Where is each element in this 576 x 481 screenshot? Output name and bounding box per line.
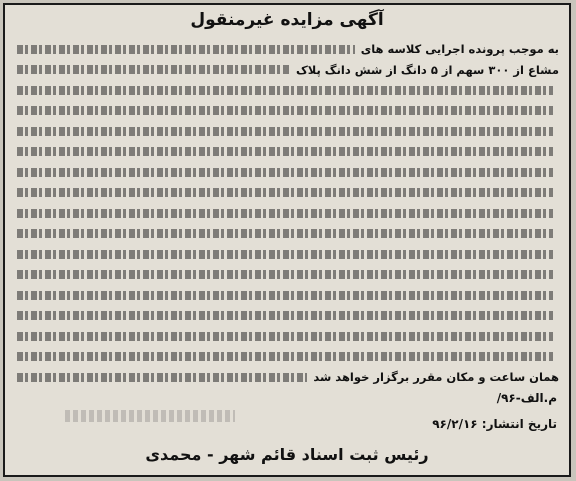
body-line: [15, 142, 559, 163]
illegible-text: [17, 352, 553, 361]
body-line: [15, 285, 559, 306]
notice-title: آگهی مزایده غیرمنقول: [190, 10, 384, 30]
body-line: [15, 244, 559, 265]
body-line: [15, 101, 559, 122]
body-line: [15, 224, 559, 245]
illegible-text: [17, 311, 553, 320]
body-line: [15, 306, 559, 327]
body-line: [15, 162, 559, 183]
body-line: [15, 265, 559, 286]
illegible-text: [17, 86, 553, 95]
tracking-number: م.الف-۹۶/: [496, 391, 557, 405]
body-line: [15, 326, 559, 347]
illegible-text: [17, 45, 355, 54]
body-line: [15, 203, 559, 224]
illegible-text: [17, 291, 553, 300]
signature-line: رئیس ثبت اسناد قائم شهر - محمدی: [145, 445, 429, 464]
illegible-text: [17, 229, 553, 238]
illegible-text: [17, 127, 553, 136]
illegible-text: [17, 209, 553, 218]
illegible-text: [17, 373, 307, 382]
illegible-text: [17, 65, 290, 74]
body-line: [15, 60, 559, 81]
body-line-text: به موجب پرونده اجرایی کلاسه های: [360, 42, 559, 57]
notice-document: [3, 3, 571, 477]
body-line-text: همان ساعت و مکان مقرر برگزار خواهد شد: [313, 370, 559, 385]
illegible-text: [17, 168, 553, 177]
illegible-text: [17, 106, 553, 115]
illegible-text: [17, 188, 553, 197]
body-line: [15, 347, 559, 368]
body-line-text: مشاع از ۳۰۰ سهم از ۵ دانگ از شش دانگ پلاک: [295, 62, 559, 77]
illegible-text: [17, 250, 553, 259]
body-line: [15, 121, 559, 142]
body-line: [15, 80, 559, 101]
notice-body: [15, 39, 559, 388]
body-line: [15, 39, 559, 60]
illegible-text: [17, 147, 553, 156]
body-line: [15, 367, 559, 388]
illegible-text: [17, 332, 553, 341]
body-line: [15, 183, 559, 204]
faded-stamp-text: [65, 410, 235, 422]
publish-date: تاریخ انتشار: ۹۶/۲/۱۶: [432, 417, 557, 431]
illegible-text: [17, 270, 553, 279]
